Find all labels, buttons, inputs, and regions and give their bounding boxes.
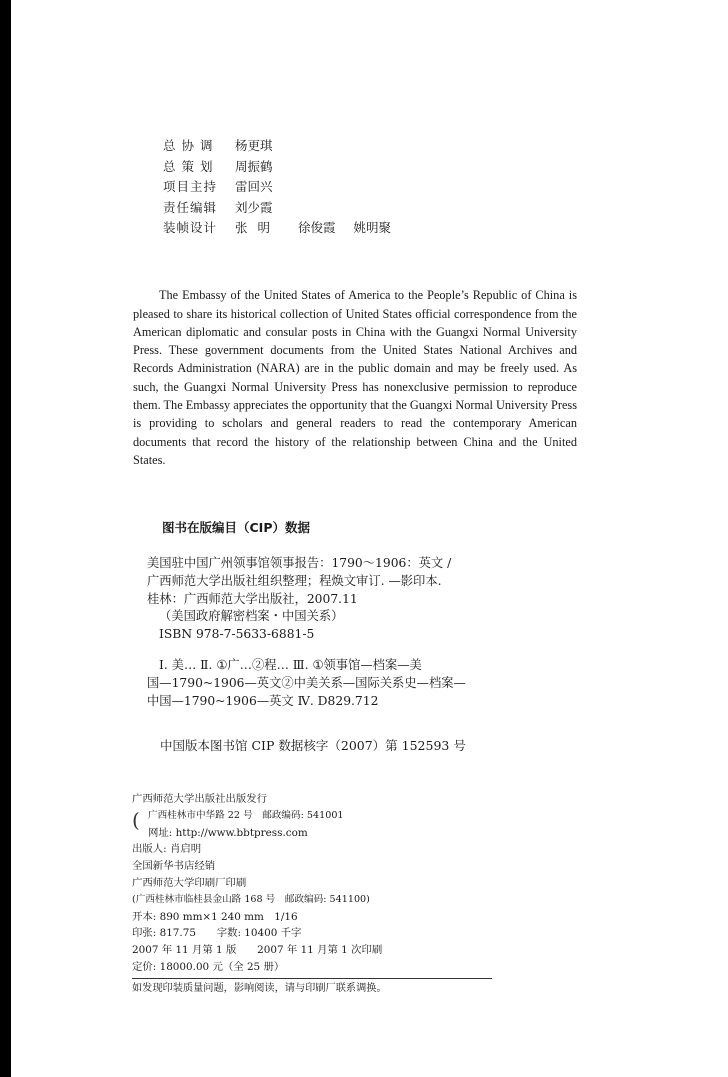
quality-notice: 如发现印装质量问题，影响阅读，请与印刷厂联系调换。 [132,982,387,994]
divider [132,978,492,979]
edition-line: 2007 年 11 月第 1 版 2007 年 11 月第 1 次印刷 [132,944,383,957]
credit-row [163,198,409,219]
cip-line: 桂林：广西师范大学出版社，2007.11 [147,591,358,606]
sheets-line: 印张: 817.75 字数: 10400 千字 [132,927,302,940]
credit-name: 杨更琪 [235,138,273,153]
cip-line: 广西师范大学出版社组织整理；程焕文审订. —影印本. [147,573,442,588]
publisher-website: 网址: http://www.bbtpress.com [148,826,308,839]
imprint-block [132,791,492,998]
publisher-address: 广西桂林市中华路 22 号 邮政编码: 541001 [148,809,344,821]
credit-name: 雷回兴 [235,179,273,194]
cip-classification-line: 中国—1790~1906—英文 Ⅳ. D829.712 [147,693,379,708]
scan-edge-bar [0,0,11,1077]
credits-block [163,136,409,239]
cip-line: （美国政府解密档案・中国关系） [159,609,344,624]
credit-name: 刘少霞 [235,199,273,215]
credit-name: 张明 [235,220,281,235]
cip-record [147,555,477,710]
credit-row [163,177,409,198]
cip-isbn: ISBN 978-7-5633-6881-5 [159,627,315,642]
credit-name: 徐俊霞 [298,220,336,235]
format-line: 开本: 890 mm×1 240 mm 1/16 [132,910,298,923]
cip-classification-line: 国—1790~1906—英文②中美关系—国际关系史—档案— [147,675,466,690]
publisher-person: 出版人: 肖启明 [132,843,202,856]
cip-line: 美国驻中国广州领事馆领事报告：1790～1906：英文 / [147,556,452,570]
credit-role: 项目主持 [163,179,218,194]
cip-number: 中国版本图书馆 CIP 数据核字（2007）第 152593 号 [160,738,466,753]
credit-row [163,218,409,239]
credit-role: 总 策 划 [163,158,214,174]
credit-name: 姚明聚 [353,220,392,235]
credit-name: 周振鹤 [235,158,273,174]
cip-heading: 图书在版编目（CIP）数据 [162,520,310,535]
credit-role: 装帧设计 [163,220,218,235]
distributor-line: 全国新华书店经销 [132,860,216,873]
price-line: 定价: 18000.00 元（全 25 册） [132,960,285,973]
printer-address: (广西桂林市临桂县金山路 168 号 邮政编码: 541100) [132,893,370,905]
credit-role: 总 协 调 [163,138,214,153]
publisher-address-group [132,808,492,842]
credit-row [163,157,409,178]
publisher-line: 广西师范大学出版社出版发行 [132,793,268,805]
embassy-statement: The Embassy of the United States of America to the People’s Republic of China is pleased to share its historical collection of United States official correspondence from the American diplomatic and consular posts in China with the Guangxi Normal University Press. These government documents from the United States National Archives and Records Administration (NARA) are in the public domain and may be freely used. As such, the Guangxi Normal University Press has nonexclusive permission to reproduce them. The Embassy appreciates the opportunity that the Guangxi Normal University Press is providing to scholars and general readers to read the contemporary American documents that record the history of the relationship between China and the United States. [133,288,577,467]
cip-classification-line: Ⅰ. 美… Ⅱ. ①广…②程… Ⅲ. ①领事馆—档案—美 [159,657,422,672]
printer-line: 广西师范大学印刷厂印刷 [132,876,247,889]
credit-row [163,136,409,157]
credit-role: 责任编辑 [163,199,218,215]
bracket-glyph: ( [132,807,140,832]
